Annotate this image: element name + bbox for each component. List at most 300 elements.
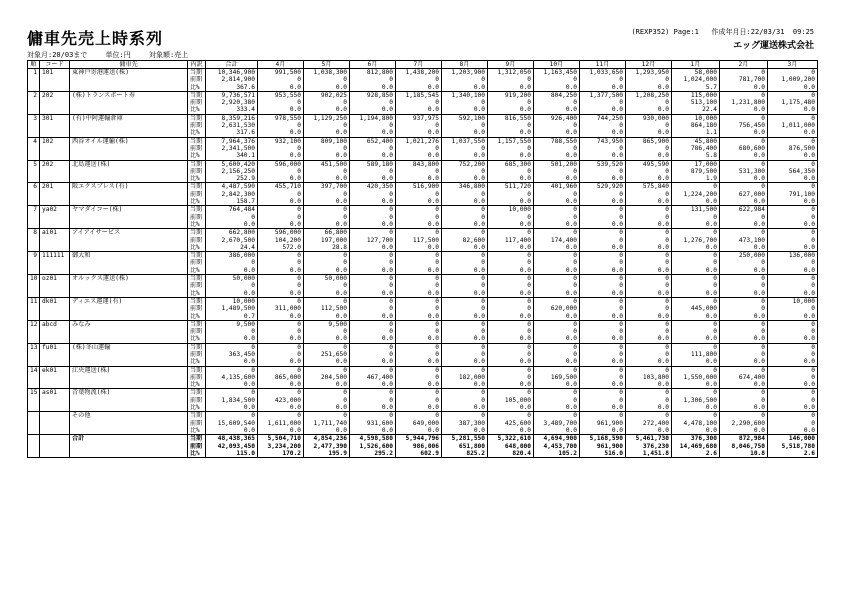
value-cell: 346,800 [442, 183, 488, 191]
page-number: Page:1 [673, 28, 699, 36]
value-cell: 0 [580, 366, 626, 374]
value-cell: 0 [626, 275, 672, 283]
row-kubun: 比% [188, 106, 206, 114]
value-cell: 1,526,600 [350, 443, 396, 450]
value-cell: 363,450 [206, 351, 258, 358]
value-cell: 127,700 [350, 237, 396, 244]
value-cell: 961,900 [580, 420, 626, 427]
value-cell: 0 [534, 366, 580, 374]
column-header: 4月 [258, 61, 304, 69]
value-cell: 0.0 [626, 290, 672, 298]
value-cell: 0 [396, 320, 442, 328]
value-cell: 0.0 [768, 84, 818, 92]
value-cell: 0 [442, 168, 488, 175]
value-cell: 0 [580, 328, 626, 335]
value-cell: 0.0 [396, 152, 442, 160]
value-cell: 0 [396, 328, 442, 335]
value-cell: 0 [580, 305, 626, 312]
value-cell: 0 [396, 252, 442, 260]
value-cell: 0 [768, 366, 818, 374]
value-cell: 0 [396, 76, 442, 83]
value-cell: 0.0 [626, 84, 672, 92]
value-cell: 529,920 [580, 183, 626, 191]
value-cell: 0.0 [580, 358, 626, 366]
value-cell: 0 [720, 259, 768, 266]
value-cell: 0 [488, 168, 534, 175]
value-cell: 0.0 [720, 198, 768, 206]
value-cell: 146,000 [768, 435, 818, 443]
value-cell: 5,281,550 [442, 435, 488, 443]
value-cell: 0 [304, 252, 350, 260]
value-cell: 931,600 [350, 420, 396, 427]
value-cell: 0.0 [672, 198, 720, 206]
value-cell: 2,341,500 [206, 145, 258, 152]
value-cell: 0 [350, 259, 396, 266]
value-cell: 5,944,796 [396, 435, 442, 443]
row-kubun: 当期 [188, 183, 206, 191]
value-cell: 0.0 [720, 290, 768, 298]
value-cell: 0.0 [626, 198, 672, 206]
value-cell: 0.0 [304, 175, 350, 183]
table-row [28, 137, 818, 145]
row-number: 8 [28, 229, 40, 252]
value-cell: 0.0 [304, 427, 350, 435]
value-cell: 0.0 [626, 335, 672, 343]
value-cell: 0 [206, 389, 258, 397]
row-kubun: 当期 [188, 69, 206, 77]
value-cell: 0.0 [442, 267, 488, 275]
value-cell: 0.0 [350, 106, 396, 114]
row-kubun: 前期 [188, 259, 206, 266]
value-cell: 0.0 [206, 427, 258, 435]
value-cell: 0.0 [258, 335, 304, 343]
value-cell: 743,950 [580, 137, 626, 145]
value-cell: 0 [534, 191, 580, 198]
value-cell: 0 [580, 99, 626, 106]
value-cell: 0 [488, 351, 534, 358]
value-cell: 0.0 [720, 175, 768, 183]
value-cell: 0 [206, 282, 258, 289]
value-cell: 1,021,276 [396, 137, 442, 145]
value-cell: 0 [304, 397, 350, 404]
value-cell: 596,000 [258, 160, 304, 168]
value-cell: 0.0 [350, 404, 396, 412]
value-cell: 10,346,900 [206, 69, 258, 77]
value-cell: 0 [304, 206, 350, 214]
table-row [28, 297, 818, 305]
row-number: 13 [28, 343, 40, 366]
value-cell: 0 [488, 99, 534, 106]
table-row [28, 320, 818, 328]
value-cell: 0.0 [396, 404, 442, 412]
value-cell: 0 [488, 191, 534, 198]
value-cell: 0 [350, 351, 396, 358]
column-header: 1月 [672, 61, 720, 69]
value-cell: 0 [626, 320, 672, 328]
value-cell: 0 [720, 343, 768, 351]
value-cell: 0 [768, 305, 818, 312]
row-number: 6 [28, 183, 40, 206]
value-cell: 0.0 [396, 129, 442, 137]
value-cell: 0.0 [442, 381, 488, 389]
value-cell: 1,377,500 [580, 91, 626, 99]
value-cell: 0.0 [534, 106, 580, 114]
value-cell: 0.0 [626, 244, 672, 252]
value-cell: 0.0 [488, 152, 534, 160]
value-cell: 0.0 [258, 84, 304, 92]
value-cell: 0 [672, 214, 720, 221]
row-number: 12 [28, 320, 40, 343]
value-cell: 0 [626, 191, 672, 198]
value-cell: 0 [206, 214, 258, 221]
row-kubun: 前期 [188, 282, 206, 289]
value-cell: 0 [258, 297, 304, 305]
value-cell: 8,359,216 [206, 114, 258, 122]
value-cell: 0.0 [580, 175, 626, 183]
value-cell: 0 [350, 328, 396, 335]
value-cell: 197,000 [304, 237, 350, 244]
value-cell: 0 [350, 389, 396, 397]
value-cell: 0 [304, 343, 350, 351]
value-cell: 680,600 [720, 145, 768, 152]
value-cell: 0.0 [768, 313, 818, 321]
value-cell: 0 [350, 297, 396, 305]
value-cell: 1,293,950 [626, 69, 672, 77]
value-cell: 0.0 [350, 198, 396, 206]
value-cell: 0.0 [396, 175, 442, 183]
value-cell: 0 [488, 297, 534, 305]
value-cell: 0 [626, 259, 672, 266]
column-header: 9月 [488, 61, 534, 69]
value-cell: 445,000 [672, 305, 720, 312]
value-cell: 0 [350, 168, 396, 175]
value-cell: 0 [672, 412, 720, 420]
table-row [28, 343, 818, 351]
value-cell: 376,300 [672, 435, 720, 443]
value-cell: 0.0 [720, 381, 768, 389]
supplier-code: ek01 [40, 366, 70, 389]
value-cell: 0 [258, 366, 304, 374]
value-cell: 0.0 [720, 358, 768, 366]
supplier-name: ヤマダイコー(株) [70, 206, 188, 229]
value-cell: 0.0 [488, 244, 534, 252]
value-cell: 0.0 [206, 290, 258, 298]
value-cell: 0.0 [626, 129, 672, 137]
value-cell: 1,438,200 [396, 69, 442, 77]
value-cell: 0 [580, 275, 626, 283]
value-cell: 0 [350, 214, 396, 221]
value-cell: 928,850 [350, 91, 396, 99]
value-cell: 0.0 [534, 427, 580, 435]
row-kubun: 当期 [188, 114, 206, 122]
value-cell: 4,854,236 [304, 435, 350, 443]
value-cell: 0.0 [534, 244, 580, 252]
value-cell: 592,100 [442, 114, 488, 122]
value-cell: 0 [396, 122, 442, 129]
value-cell: 879,500 [672, 168, 720, 175]
value-cell: 24.4 [206, 244, 258, 252]
value-cell: 4,478,100 [672, 420, 720, 427]
value-cell: 0.0 [442, 244, 488, 252]
value-cell: 376,230 [626, 443, 672, 450]
value-cell: 0 [720, 275, 768, 283]
supplier-name: アイアイサービス [70, 229, 188, 252]
value-cell: 1,312,050 [488, 69, 534, 77]
value-cell: 0.0 [206, 381, 258, 389]
value-cell: 0 [304, 168, 350, 175]
value-cell: 0 [626, 397, 672, 404]
value-cell: 0 [488, 282, 534, 289]
value-cell: 0.0 [442, 84, 488, 92]
value-cell: 0.0 [626, 267, 672, 275]
value-cell: 0 [396, 191, 442, 198]
row-kubun: 当期 [188, 389, 206, 397]
value-cell: 0.0 [580, 106, 626, 114]
value-cell: 473,100 [720, 237, 768, 244]
value-cell: 2,814,900 [206, 76, 258, 83]
value-cell: 651,800 [442, 443, 488, 450]
value-cell: 930,000 [626, 114, 672, 122]
value-cell: 204,500 [304, 374, 350, 381]
row-number: 2 [28, 91, 40, 114]
value-cell: 0.0 [720, 129, 768, 137]
value-cell: 0.0 [304, 381, 350, 389]
value-cell: 2,156,250 [206, 168, 258, 175]
value-cell: 0.0 [720, 221, 768, 229]
value-cell: 82,600 [442, 237, 488, 244]
value-cell: 0 [534, 297, 580, 305]
value-cell: 0.0 [350, 84, 396, 92]
value-cell: 0 [626, 206, 672, 214]
value-cell: 961,900 [580, 443, 626, 450]
value-cell: 0 [442, 259, 488, 266]
value-cell: 0.0 [720, 313, 768, 321]
value-cell: 0 [350, 99, 396, 106]
row-kubun: 比% [188, 267, 206, 275]
value-cell: 0.0 [580, 152, 626, 160]
value-cell: 0 [626, 297, 672, 305]
value-cell: 0 [442, 282, 488, 289]
column-header: 2月 [720, 61, 768, 69]
row-number: 7 [28, 206, 40, 229]
value-cell: 0 [672, 275, 720, 283]
row-kubun: 前期 [188, 168, 206, 175]
value-cell: 1,129,250 [304, 114, 350, 122]
value-cell: 0.0 [396, 358, 442, 366]
value-cell: 115.0 [206, 450, 258, 458]
value-cell: 0 [350, 145, 396, 152]
value-cell: 0.0 [442, 335, 488, 343]
value-cell: 531,300 [720, 168, 768, 175]
supplier-name: その他 [70, 412, 188, 435]
value-cell: 0 [488, 366, 534, 374]
supplier-name: ディエス運運(有) [70, 297, 188, 320]
value-cell: 0 [442, 214, 488, 221]
table-row [28, 366, 818, 374]
value-cell: 0 [350, 76, 396, 83]
value-cell: 0.0 [206, 335, 258, 343]
value-cell: 0 [672, 229, 720, 237]
value-cell: 0.0 [442, 358, 488, 366]
row-kubun: 当期 [188, 252, 206, 260]
value-cell: 0 [580, 412, 626, 420]
value-cell: 0.0 [768, 152, 818, 160]
value-cell: 105,000 [488, 397, 534, 404]
value-cell: 495,590 [626, 160, 672, 168]
value-cell: 0.0 [442, 198, 488, 206]
value-cell: 0 [396, 297, 442, 305]
value-cell: 0.0 [672, 221, 720, 229]
value-cell: 0 [580, 389, 626, 397]
value-cell: 0.0 [626, 106, 672, 114]
value-cell: 1,033,650 [580, 69, 626, 77]
value-cell: 333.4 [206, 106, 258, 114]
value-cell: 0.0 [258, 358, 304, 366]
value-cell: 0.0 [580, 221, 626, 229]
value-cell: 0.0 [350, 221, 396, 229]
value-cell: 0 [258, 252, 304, 260]
value-cell: 15,609,540 [206, 420, 258, 427]
value-cell: 0 [350, 412, 396, 420]
row-kubun: 当期 [188, 206, 206, 214]
value-cell: 0.0 [720, 427, 768, 435]
value-cell: 0 [442, 366, 488, 374]
report-meta [631, 28, 814, 37]
value-cell: 0.0 [488, 313, 534, 321]
table-row [28, 229, 818, 237]
supplier-code: oz01 [40, 275, 70, 298]
value-cell: 0.0 [304, 129, 350, 137]
table-row [28, 252, 818, 260]
value-cell: 0 [442, 191, 488, 198]
value-cell: 0.0 [206, 358, 258, 366]
value-cell: 0 [626, 412, 672, 420]
value-cell: 0.0 [768, 335, 818, 343]
value-cell: 0 [720, 305, 768, 312]
value-cell: 0 [396, 366, 442, 374]
value-cell: 0 [206, 259, 258, 266]
value-cell: 1,024,000 [672, 76, 720, 83]
value-cell: 0 [304, 282, 350, 289]
value-cell: 0.0 [488, 198, 534, 206]
table-row [28, 206, 818, 214]
value-cell: 0.0 [768, 358, 818, 366]
row-kubun: 比% [188, 427, 206, 435]
value-cell: 0.0 [304, 290, 350, 298]
value-cell: 0.0 [488, 290, 534, 298]
value-cell: 5,461,730 [626, 435, 672, 443]
value-cell: 0 [534, 76, 580, 83]
value-cell: 0 [488, 229, 534, 237]
value-cell: 455,710 [258, 183, 304, 191]
value-cell: 0 [442, 99, 488, 106]
value-cell: 756,450 [720, 122, 768, 129]
value-cell: 0 [258, 76, 304, 83]
value-cell: 0.0 [580, 313, 626, 321]
company-name: エッグ運送株式会社 [733, 41, 814, 51]
value-cell: 112,500 [304, 305, 350, 312]
value-cell: 0 [534, 168, 580, 175]
row-number: 5 [28, 160, 40, 183]
value-cell: 0.0 [534, 267, 580, 275]
value-cell: 0.0 [488, 175, 534, 183]
value-cell: 1,185,545 [396, 91, 442, 99]
row-kubun: 当期 [188, 435, 206, 443]
value-cell: 0 [488, 76, 534, 83]
value-cell: 1,203,900 [442, 69, 488, 77]
value-cell: 0 [672, 343, 720, 351]
row-number: 1 [28, 69, 40, 92]
value-cell: 0.0 [442, 313, 488, 321]
row-kubun: 前期 [188, 397, 206, 404]
value-cell: 0 [580, 252, 626, 260]
value-cell: 0.0 [580, 290, 626, 298]
row-kubun: 比% [188, 175, 206, 183]
value-cell: 104,200 [258, 237, 304, 244]
value-cell: 0 [720, 351, 768, 358]
value-cell: 0 [672, 282, 720, 289]
value-cell: 0 [626, 282, 672, 289]
value-cell: 0 [534, 252, 580, 260]
value-cell: 367.6 [206, 84, 258, 92]
condition-amount: 対象額:売上 [148, 51, 189, 59]
value-cell: 0 [720, 297, 768, 305]
value-cell: 0.0 [258, 427, 304, 435]
value-cell: 0 [442, 297, 488, 305]
value-cell: 1,834,500 [206, 397, 258, 404]
value-cell: 0 [258, 351, 304, 358]
value-cell: 0.0 [396, 198, 442, 206]
value-cell: 0 [672, 297, 720, 305]
value-cell: 0 [304, 191, 350, 198]
value-cell: 0 [396, 168, 442, 175]
value-cell: 0 [672, 366, 720, 374]
value-cell: 564,350 [768, 168, 818, 175]
value-cell: 926,400 [534, 114, 580, 122]
value-cell: 0 [350, 191, 396, 198]
value-cell: 0.0 [626, 152, 672, 160]
value-cell: 0.0 [672, 267, 720, 275]
value-cell: 0 [534, 328, 580, 335]
value-cell: 0 [768, 259, 818, 266]
value-cell: 10.8 [720, 450, 768, 458]
value-cell: 0 [580, 237, 626, 244]
value-cell: 0 [350, 122, 396, 129]
value-cell: 0 [442, 229, 488, 237]
value-cell: 0 [350, 282, 396, 289]
value-cell: 0 [580, 229, 626, 237]
value-cell: 2,842,300 [206, 191, 258, 198]
value-cell: 0 [626, 343, 672, 351]
value-cell: 0 [626, 389, 672, 397]
value-cell: 0.0 [258, 267, 304, 275]
value-cell: 0.0 [580, 267, 626, 275]
value-cell: 0 [768, 374, 818, 381]
value-cell: 0 [626, 252, 672, 260]
row-kubun: 当期 [188, 297, 206, 305]
value-cell: 0.0 [768, 290, 818, 298]
value-cell: 58,000 [672, 69, 720, 77]
value-cell: 0 [580, 76, 626, 83]
value-cell: 0 [720, 91, 768, 99]
value-cell: 0 [258, 99, 304, 106]
value-cell: 0 [442, 412, 488, 420]
value-cell: 0.0 [534, 175, 580, 183]
value-cell: 0.0 [672, 358, 720, 366]
table-row [28, 69, 818, 77]
value-cell: 0.0 [672, 381, 720, 389]
value-cell: 0 [396, 145, 442, 152]
